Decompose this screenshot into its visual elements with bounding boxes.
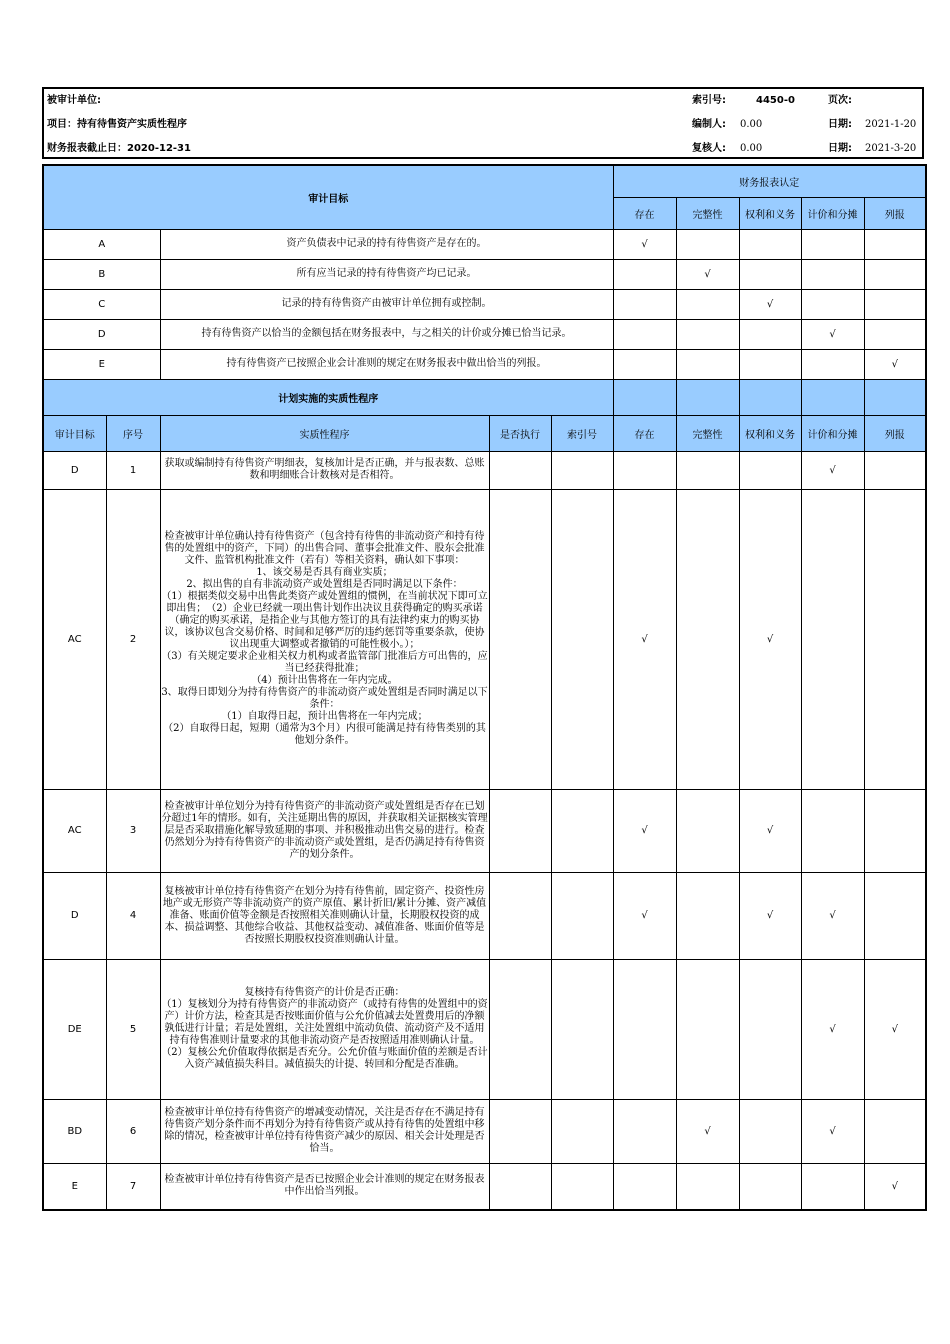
objective-text: 持有待售资产以恰当的金额包括在财务报表中，与之相关的计价或分摊已恰当记录。 — [160, 319, 613, 349]
check-mark: √ — [801, 1099, 864, 1163]
index-cell[interactable] — [551, 789, 613, 872]
executed-cell[interactable] — [489, 872, 551, 959]
col-header-presentation: 列报 — [864, 415, 926, 451]
executed-cell[interactable] — [489, 959, 551, 1099]
procedure-objective: D — [43, 872, 106, 959]
check-mark: √ — [801, 872, 864, 959]
check-mark — [801, 489, 864, 789]
check-mark: √ — [801, 319, 864, 349]
index-value: 4450-0 — [756, 95, 795, 106]
assertions-group-header: 财务报表认定 — [613, 165, 926, 197]
check-mark — [676, 489, 739, 789]
index-cell[interactable] — [551, 1163, 613, 1210]
review-date-label: 日期: — [828, 143, 852, 154]
procedure-objective: AC — [43, 489, 106, 789]
check-mark: √ — [613, 789, 676, 872]
objective-row — [43, 259, 926, 289]
check-mark: √ — [739, 489, 801, 789]
procedure-no: 6 — [106, 1099, 160, 1163]
objective-row — [43, 289, 926, 319]
check-mark — [864, 789, 926, 872]
executed-cell[interactable] — [489, 1163, 551, 1210]
procedure-objective: DE — [43, 959, 106, 1099]
check-mark — [613, 1099, 676, 1163]
check-mark — [676, 451, 739, 489]
project-label: 项目：持有待售资产实质性程序 — [47, 119, 187, 130]
procedure-row — [43, 451, 926, 489]
objective-text: 持有待售资产已按照企业会计准则的规定在财务报表中做出恰当的列报。 — [160, 349, 613, 379]
index-cell[interactable] — [551, 959, 613, 1099]
check-mark — [613, 259, 676, 289]
col-header-existence: 存在 — [613, 415, 676, 451]
check-mark — [739, 349, 801, 379]
check-mark: √ — [613, 489, 676, 789]
audit-program-table — [42, 164, 927, 1211]
procedure-text: 检查被审计单位划分为持有待售资产的非流动资产或处置组是否存在已划分超过1年的情形。如有，关注延期出售的原因，并获取相关证据核实管理层是否采取措施化解导致延期的事项、并积极推动出售交易的进行。检查仍然划分为持有待售资产的非流动资产或处置组，是否仍满足持有待售资产的划分条件。 — [160, 789, 489, 872]
check-mark — [801, 1163, 864, 1210]
check-mark — [739, 451, 801, 489]
blank-header-cell — [864, 379, 926, 415]
procedure-no: 2 — [106, 489, 160, 789]
check-mark — [864, 319, 926, 349]
assertion-header-existence: 存在 — [613, 197, 676, 229]
col-header-completeness: 完整性 — [676, 415, 739, 451]
check-mark — [676, 229, 739, 259]
prep-date: 2021-1-20 — [865, 119, 917, 130]
executed-cell[interactable] — [489, 789, 551, 872]
executed-cell[interactable] — [489, 451, 551, 489]
header-row-1 — [44, 89, 922, 113]
procedure-objective: E — [43, 1163, 106, 1210]
check-mark: √ — [739, 789, 801, 872]
col-header-no: 序号 — [106, 415, 160, 451]
check-mark: √ — [676, 1099, 739, 1163]
page-label: 页次: — [828, 95, 852, 106]
report-date-label: 财务报表截止日：2020-12-31 — [47, 143, 191, 154]
check-mark — [613, 289, 676, 319]
header-row-3 — [44, 137, 922, 161]
blank-header-cell — [676, 379, 739, 415]
objective-text: 记录的持有待售资产由被审计单位拥有或控制。 — [160, 289, 613, 319]
check-mark — [613, 1163, 676, 1210]
executed-cell[interactable] — [489, 489, 551, 789]
procedure-text: 复核持有待售资产的计价是否正确： （1）复核划分为持有待售资产的非流动资产（或持有待售的处置组中的资产）计价方法，检查其是否按账面价值与公允价值减去处置费用后的净额孰低进行计量；若是处置组，关注处置组中流动负债、流动资产及不适用持有待售准则计量要求的其他非流动资产是否按照适用准则确认计量。 （2）复核公允价值取得依据是否充分。公允价值与账面价值的差额是否计入资产减值损失科目。减值损失的计提、转回和分配是否准确。 — [160, 959, 489, 1099]
col-header-procedure: 实质性程序 — [160, 415, 489, 451]
check-mark: √ — [739, 289, 801, 319]
procedures-header-row — [43, 415, 926, 451]
check-mark — [739, 1163, 801, 1210]
col-header-index: 索引号 — [551, 415, 613, 451]
col-header-valuation: 计价和分摊 — [801, 415, 864, 451]
check-mark: √ — [676, 259, 739, 289]
col-header-objective: 审计目标 — [43, 415, 106, 451]
check-mark — [801, 259, 864, 289]
objective-code: D — [43, 319, 160, 349]
procedure-no: 1 — [106, 451, 160, 489]
procedure-no: 7 — [106, 1163, 160, 1210]
check-mark — [801, 289, 864, 319]
check-mark: √ — [801, 959, 864, 1099]
check-mark — [739, 319, 801, 349]
check-mark — [676, 1163, 739, 1210]
review-date: 2021-3-20 — [865, 143, 917, 154]
procedure-objective: AC — [43, 789, 106, 872]
check-mark — [613, 959, 676, 1099]
reviewer-label: 复核人: — [692, 143, 726, 154]
check-mark — [864, 1099, 926, 1163]
check-mark — [613, 451, 676, 489]
index-cell[interactable] — [551, 872, 613, 959]
col-header-rights: 权利和义务 — [739, 415, 801, 451]
check-mark: √ — [613, 229, 676, 259]
index-cell[interactable] — [551, 1099, 613, 1163]
check-mark — [676, 319, 739, 349]
check-mark — [801, 789, 864, 872]
objective-row — [43, 319, 926, 349]
assertion-header-rights: 权利和义务 — [739, 197, 801, 229]
index-cell[interactable] — [551, 451, 613, 489]
procedure-no: 5 — [106, 959, 160, 1099]
header-row-2 — [44, 113, 922, 137]
blank-header-cell — [801, 379, 864, 415]
executed-cell[interactable] — [489, 1099, 551, 1163]
check-mark — [801, 229, 864, 259]
objective-code: E — [43, 349, 160, 379]
check-mark: √ — [613, 872, 676, 959]
blank-header-cell — [613, 379, 676, 415]
procedure-row — [43, 1163, 926, 1210]
objective-row — [43, 229, 926, 259]
check-mark — [676, 349, 739, 379]
procedures-title: 计划实施的实质性程序 — [43, 379, 613, 415]
procedure-text: 检查被审计单位确认持有待售资产（包含持有待售的非流动资产和持有待售的处置组中的资产，下同）的出售合同、董事会批准文件、股东会批准文件、监管机构批准文件（若有）等相关资料，确认如下事项： 1、该交易是否具有商业实质； 2、拟出售的自有非流动资产或处置组是否同时满足以下条件： （1）根据类似交易中出售此类资产或处置组的惯例，在当前状况下即可立即出售； （2）企业已经就一项出售计划作出决议且获得确定的购买承诺（确定的购买承诺，是指企业与其他方签订的具有法律约束力的购买协议，该协议包含交易价格、时间和足够严厉的违约惩罚等重要条款，使协议出现重大调整或者撤销的可能性极小。）； （3）有关规定要求企业相关权力机构或者监管部门批准后方可出售的，应当已经获得批准； （4）预计出售将在一年内完成。 3、取得日即划分为持有待售资产的非流动资产或处置组是否同时满足以下条件： （1）自取得日起，预计出售将在一年内完成； （2）自取得日起，短期（通常为3个月）内很可能满足持有待售类别的其他划分条件。 — [160, 489, 489, 789]
check-mark — [739, 259, 801, 289]
check-mark — [676, 959, 739, 1099]
objective-text: 资产负债表中记录的持有待售资产是存在的。 — [160, 229, 613, 259]
procedure-text: 获取或编制持有待售资产明细表，复核加计是否正确，并与报表数、总账数和明细账合计数核对是否相符。 — [160, 451, 489, 489]
preparer-value: 0.00 — [740, 119, 763, 130]
check-mark — [613, 349, 676, 379]
check-mark: √ — [864, 959, 926, 1099]
objective-row — [43, 349, 926, 379]
col-header-executed: 是否执行 — [489, 415, 551, 451]
check-mark — [864, 259, 926, 289]
check-mark — [864, 229, 926, 259]
check-mark — [676, 789, 739, 872]
procedure-text: 复核被审计单位持有待售资产在划分为持有待售前，固定资产、投资性房地产或无形资产等非流动资产的资产原值、累计折旧/累计分摊、资产减值准备、账面价值等金额是否按照相关准则确认计量，长期股权投资的成本、损益调整、其他综合收益、其他权益变动、减值准备、账面价值等是否按照长期股权投资准则确认计量。 — [160, 872, 489, 959]
check-mark — [613, 319, 676, 349]
check-mark — [676, 289, 739, 319]
assertion-header-presentation: 列报 — [864, 197, 926, 229]
reviewer-value: 0.00 — [740, 143, 763, 154]
procedure-no: 4 — [106, 872, 160, 959]
objective-code: A — [43, 229, 160, 259]
check-mark: √ — [864, 1163, 926, 1210]
procedure-objective: D — [43, 451, 106, 489]
objectives-title: 审计目标 — [43, 165, 613, 229]
check-mark — [864, 289, 926, 319]
assertion-header-valuation: 计价和分摊 — [801, 197, 864, 229]
objective-code: C — [43, 289, 160, 319]
check-mark — [864, 451, 926, 489]
index-label: 索引号: — [692, 95, 726, 106]
objective-text: 所有应当记录的持有待售资产均已记录。 — [160, 259, 613, 289]
check-mark: √ — [739, 872, 801, 959]
index-cell[interactable] — [551, 489, 613, 789]
procedure-text: 检查被审计单位持有待售资产的增减变动情况，关注是否存在不满足持有待售资产划分条件而不再划分为持有待售资产或从持有待售的处置组中移除的情况，检查被审计单位持有待售资产减少的原因、相关会计处理是否恰当。 — [160, 1099, 489, 1163]
procedure-row — [43, 489, 926, 789]
check-mark: √ — [801, 451, 864, 489]
procedure-row — [43, 789, 926, 872]
audited-unit-label: 被审计单位: — [47, 95, 101, 106]
check-mark — [739, 229, 801, 259]
workpaper-header — [42, 87, 924, 159]
blank-header-cell — [739, 379, 801, 415]
check-mark — [801, 349, 864, 379]
procedure-no: 3 — [106, 789, 160, 872]
check-mark — [739, 1099, 801, 1163]
preparer-label: 编制人: — [692, 119, 726, 130]
procedure-row — [43, 959, 926, 1099]
procedure-row — [43, 872, 926, 959]
check-mark: √ — [864, 349, 926, 379]
assertion-header-completeness: 完整性 — [676, 197, 739, 229]
procedure-text: 检查被审计单位持有待售资产是否已按照企业会计准则的规定在财务报表中作出恰当列报。 — [160, 1163, 489, 1210]
prep-date-label: 日期: — [828, 119, 852, 130]
procedure-objective: BD — [43, 1099, 106, 1163]
check-mark — [864, 872, 926, 959]
check-mark — [739, 959, 801, 1099]
check-mark — [864, 489, 926, 789]
check-mark — [676, 872, 739, 959]
procedure-row — [43, 1099, 926, 1163]
objective-code: B — [43, 259, 160, 289]
